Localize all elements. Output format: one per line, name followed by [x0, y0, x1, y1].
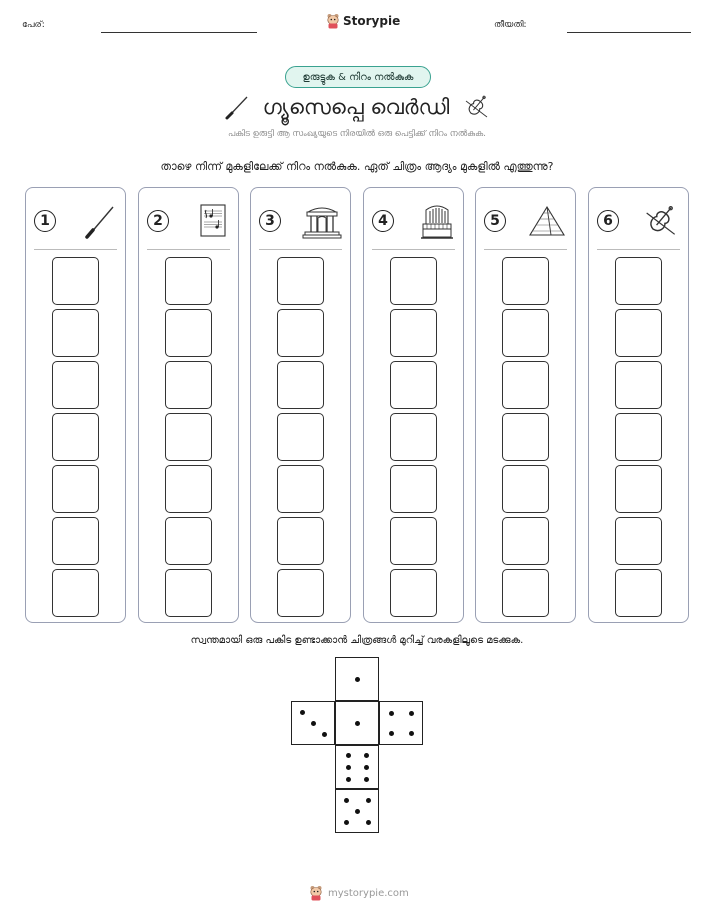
column-divider: [259, 249, 342, 250]
column-number: 5: [484, 210, 506, 232]
die-pip: [355, 721, 360, 726]
baton-icon: [81, 201, 117, 241]
color-box[interactable]: [502, 309, 549, 357]
instruction-text: താഴെ നിന്ന് മുകളിലേക്ക് നിറം നൽകുക. ഏത് ചിത്രം ആദ്യം മുകളിൽ എത്തുന്നു?: [160, 160, 554, 173]
storypie-mascot-icon: [309, 885, 323, 901]
color-box[interactable]: [52, 257, 99, 305]
footer: [309, 885, 409, 901]
color-box[interactable]: [390, 361, 437, 409]
die-pip: [300, 710, 305, 715]
die-pip: [322, 732, 327, 737]
color-box[interactable]: [615, 517, 662, 565]
die-pip: [409, 731, 414, 736]
color-box[interactable]: [390, 465, 437, 513]
color-box[interactable]: [277, 413, 324, 461]
sheet-music-icon: [196, 202, 230, 240]
opera-house-icon: [302, 202, 342, 240]
die-face-1: [335, 657, 379, 701]
die-face-5: [335, 789, 379, 833]
die-pip: [355, 809, 360, 814]
color-box[interactable]: [615, 361, 662, 409]
box-stack: [139, 257, 238, 617]
die-pip: [409, 711, 414, 716]
color-box[interactable]: [277, 465, 324, 513]
die-face-3: [291, 701, 335, 745]
color-box[interactable]: [52, 309, 99, 357]
column-divider: [147, 249, 230, 250]
color-box[interactable]: [165, 361, 212, 409]
die-face-1: [335, 701, 379, 745]
color-box[interactable]: [615, 569, 662, 617]
color-box[interactable]: [615, 465, 662, 513]
column-number: 6: [597, 210, 619, 232]
violin-icon: [640, 201, 680, 241]
page-title: ഗ്യൂസെപ്പെ വെർഡി: [262, 94, 450, 119]
color-box[interactable]: [390, 569, 437, 617]
column-1: [25, 187, 126, 623]
color-box[interactable]: [390, 517, 437, 565]
color-box[interactable]: [165, 465, 212, 513]
die-pip: [311, 721, 316, 726]
color-box[interactable]: [390, 413, 437, 461]
die-pip: [346, 777, 351, 782]
column-5: [475, 187, 576, 623]
color-box[interactable]: [502, 517, 549, 565]
column-divider: [34, 249, 117, 250]
die-pip: [344, 798, 349, 803]
column-number: 2: [147, 210, 169, 232]
die-face-4: [379, 701, 423, 745]
color-box[interactable]: [165, 517, 212, 565]
color-box[interactable]: [277, 309, 324, 357]
color-box[interactable]: [277, 257, 324, 305]
fold-instruction: സ്വന്തമായി ഒരു പകിട ഉണ്ടാക്കാൻ ചിത്രങ്ങൾ മുറിച്ച് വരകളിലൂടെ മടക്കുക.: [190, 635, 524, 646]
brand-name: Storypie: [343, 14, 401, 28]
color-box[interactable]: [52, 569, 99, 617]
column-divider: [484, 249, 567, 250]
pipe-organ-icon: [419, 202, 455, 240]
storypie-mascot-icon: [326, 13, 340, 29]
box-stack: [364, 257, 463, 617]
page-subtitle: പകിട ഉരുട്ടി ആ സംഖ്യയുടെ നിരയിൽ ഒരു പെട്ടിക്ക് നിറം നൽകുക.: [228, 129, 486, 139]
date-label: തീയതി:: [494, 20, 527, 30]
violin-icon: [461, 92, 491, 122]
color-box[interactable]: [502, 569, 549, 617]
column-4: [363, 187, 464, 623]
die-pip: [389, 711, 394, 716]
color-box[interactable]: [165, 257, 212, 305]
name-label: പേര്:: [22, 20, 45, 30]
column-divider: [372, 249, 455, 250]
die-pip: [346, 753, 351, 758]
activity-badge: ഉരുട്ടുക & നിറം നൽകുക: [285, 66, 431, 88]
die-pip: [364, 777, 369, 782]
color-box[interactable]: [277, 569, 324, 617]
die-pip: [366, 798, 371, 803]
pyramid-icon: [527, 203, 567, 239]
color-box[interactable]: [165, 413, 212, 461]
title-row: [200, 88, 514, 126]
box-stack: [589, 257, 688, 617]
box-stack: [476, 257, 575, 617]
column-number: 3: [259, 210, 281, 232]
column-2: [138, 187, 239, 623]
color-box[interactable]: [615, 309, 662, 357]
die-pip: [346, 765, 351, 770]
die-pip: [389, 731, 394, 736]
column-number: 4: [372, 210, 394, 232]
die-pip: [344, 820, 349, 825]
brand-logo: [326, 13, 400, 29]
column-6: [588, 187, 689, 623]
color-box[interactable]: [165, 309, 212, 357]
column-divider: [597, 249, 680, 250]
die-pip: [355, 677, 360, 682]
color-box[interactable]: [390, 257, 437, 305]
color-box[interactable]: [502, 361, 549, 409]
color-box[interactable]: [165, 569, 212, 617]
color-box[interactable]: [52, 413, 99, 461]
name-line[interactable]: [101, 32, 257, 33]
die-pip: [364, 753, 369, 758]
footer-url: mystorypie.com: [328, 887, 409, 899]
date-line[interactable]: [567, 32, 691, 33]
color-box[interactable]: [52, 465, 99, 513]
die-pip: [366, 820, 371, 825]
color-box[interactable]: [277, 361, 324, 409]
color-box[interactable]: [52, 361, 99, 409]
color-box[interactable]: [502, 465, 549, 513]
die-face-6: [335, 745, 379, 789]
column-number: 1: [34, 210, 56, 232]
box-stack: [26, 257, 125, 617]
column-3: [250, 187, 351, 623]
color-box[interactable]: [502, 257, 549, 305]
baton-icon: [223, 93, 251, 121]
color-box[interactable]: [502, 413, 549, 461]
color-box[interactable]: [615, 257, 662, 305]
color-box[interactable]: [277, 517, 324, 565]
box-stack: [251, 257, 350, 617]
color-box[interactable]: [615, 413, 662, 461]
color-box[interactable]: [52, 517, 99, 565]
color-box[interactable]: [390, 309, 437, 357]
die-pip: [364, 765, 369, 770]
